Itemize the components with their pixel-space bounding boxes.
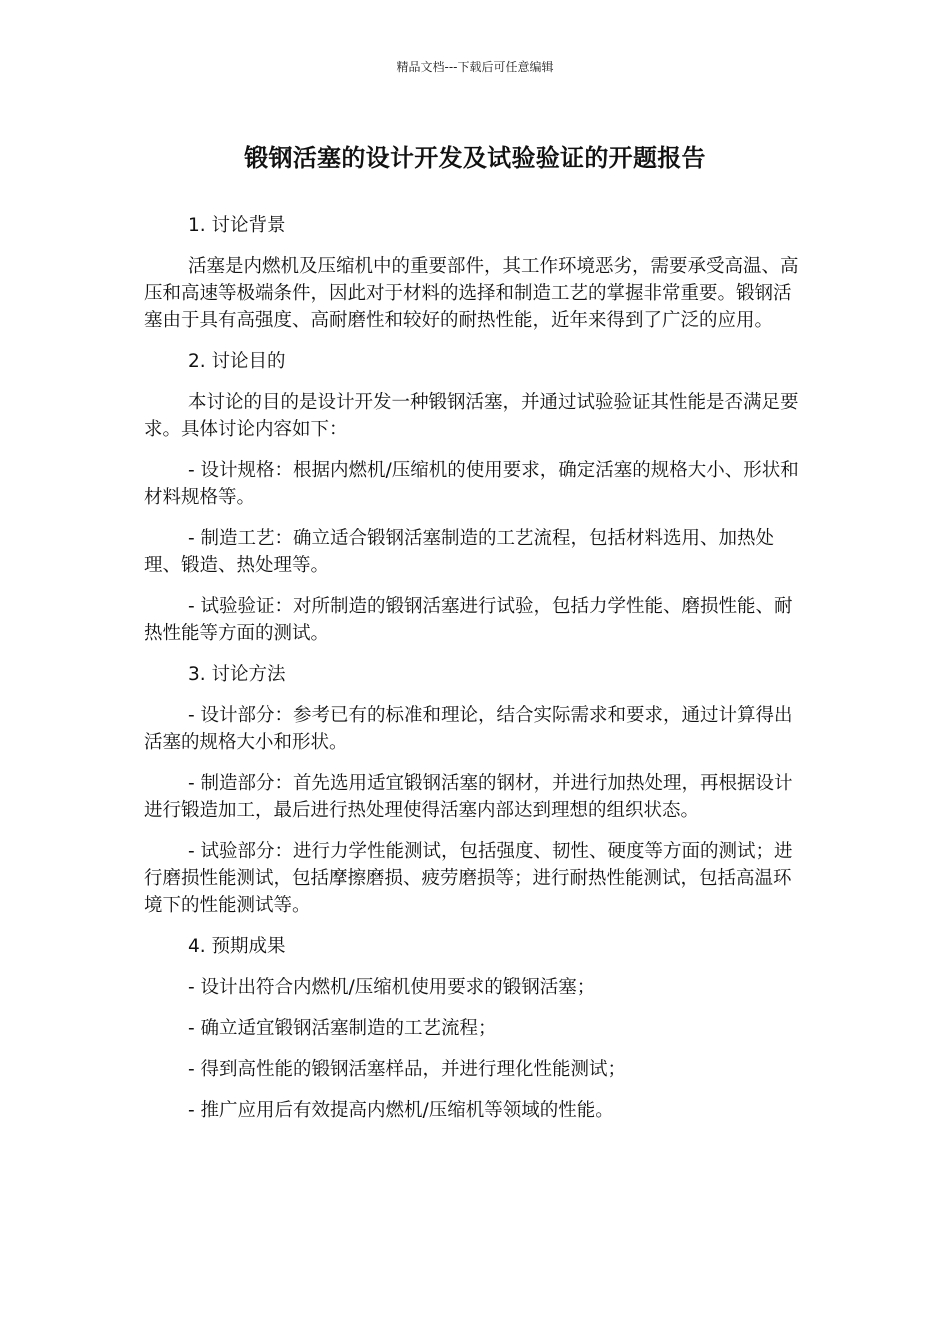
paragraph: 活塞是内燃机及压缩机中的重要部件，其工作环境恶劣，需要承受高温、高压和高速等极端条件，因此对于材料的选择和制造工艺的掌握非常重要。锻钢活塞由于具有高强度、高耐磨性和较好的耐热性能，近年来得到了广泛的应用。	[144, 256, 799, 331]
section-heading-method: 3. 讨论方法	[188, 664, 286, 685]
list-item: - 设计部分：参考已有的标准和理论，结合实际需求和要求，通过计算得出活塞的规格大小和形状。	[144, 705, 793, 753]
list-item: - 设计规格：根据内燃机/压缩机的使用要求，确定活塞的规格大小、形状和材料规格等。	[144, 460, 799, 508]
page-header: 精品文档---下载后可任意编辑	[396, 60, 554, 74]
list-item: - 试验验证：对所制造的锻钢活塞进行试验，包括力学性能、磨损性能、耐热性能等方面的测试。	[144, 596, 793, 644]
list-item: - 制造部分：首先选用适宜锻钢活塞的钢材，并进行加热处理，再根据设计进行锻造加工，最后进行热处理使得活塞内部达到理想的组织状态。	[144, 773, 793, 821]
section-heading-background: 1. 讨论背景	[188, 215, 286, 236]
section-heading-purpose: 2. 讨论目的	[188, 351, 286, 372]
document-body	[144, 212, 809, 1138]
section-heading-results: 4. 预期成果	[188, 936, 286, 957]
list-item: - 设计出符合内燃机/压缩机使用要求的锻钢活塞；	[188, 977, 596, 998]
list-item: - 确立适宜锻钢活塞制造的工艺流程；	[188, 1018, 497, 1039]
list-item: - 得到高性能的锻钢活塞样品，并进行理化性能测试；	[188, 1059, 627, 1080]
document-title: 锻钢活塞的设计开发及试验验证的开题报告	[244, 144, 706, 172]
list-item: - 试验部分：进行力学性能测试，包括强度、韧性、硬度等方面的测试；进行磨损性能测试，包括摩擦磨损、疲劳磨损等；进行耐热性能测试，包括高温环境下的性能测试等。	[144, 841, 793, 916]
list-item: - 制造工艺：确立适合锻钢活塞制造的工艺流程，包括材料选用、加热处理、锻造、热处理等。	[144, 528, 775, 576]
list-item: - 推广应用后有效提高内燃机/压缩机等领域的性能。	[188, 1100, 614, 1121]
paragraph: 本讨论的目的是设计开发一种锻钢活塞，并通过试验验证其性能是否满足要求。具体讨论内容如下：	[144, 392, 799, 440]
